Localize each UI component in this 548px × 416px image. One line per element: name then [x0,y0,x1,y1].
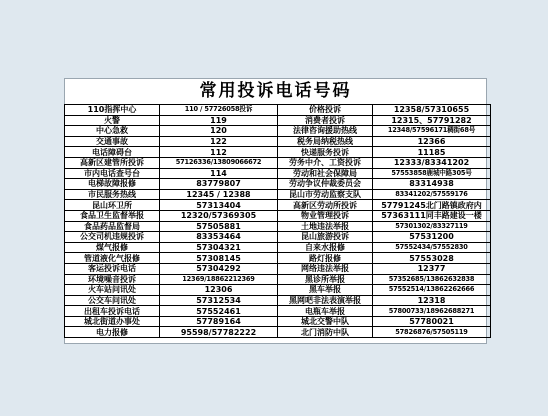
left-phone-cell: 57505881 [160,221,278,232]
table-row [65,179,491,190]
left-name-cell: 昆山环卫所 [65,200,160,211]
table-row [65,147,491,158]
left-name-cell: 食品药品监督局 [65,221,160,232]
left-phone-cell: 12320/57369305 [160,210,278,221]
table-row [65,232,491,243]
right-phone-cell: 12318 [373,295,491,306]
right-name-cell: 劳务中介、工资投诉 [278,157,373,168]
table-row [65,136,491,147]
right-name-cell: 税务局纳税热线 [278,136,373,147]
left-phone-cell: 112 [160,147,278,158]
left-phone-cell: 95598/57782222 [160,327,278,338]
left-name-cell: 电话障碍台 [65,147,160,158]
table-row [65,126,491,137]
right-phone-cell: 83341202/57559176 [373,189,491,200]
table-row [65,295,491,306]
table-row [65,327,491,338]
right-phone-cell: 11185 [373,147,491,158]
right-name-cell: 高新区劳动所投诉 [278,200,373,211]
right-phone-cell: 57531200 [373,232,491,243]
left-phone-cell: 57789164 [160,316,278,327]
table-row [65,189,491,200]
left-name-cell: 食品卫生监督举报 [65,210,160,221]
left-name-cell: 出租车投诉电话 [65,306,160,317]
left-phone-cell: 12369/18862212369 [160,274,278,285]
left-name-cell: 公交车问讯处 [65,295,160,306]
right-name-cell: 北门消防中队 [278,327,373,338]
table-row [65,242,491,253]
right-name-cell: 昆山旅游投诉 [278,232,373,243]
table-row [65,168,491,179]
left-phone-cell: 57304292 [160,263,278,274]
right-name-cell: 路灯报修 [278,253,373,264]
right-phone-cell: 12358/57310655 [373,105,491,116]
table-row [65,253,491,264]
left-phone-cell: 12345 / 12388 [160,189,278,200]
left-name-cell: 煤气报修 [65,242,160,253]
left-phone-cell: 57304321 [160,242,278,253]
left-phone-cell: 57308145 [160,253,278,264]
right-name-cell: 消费者投诉 [278,115,373,126]
left-phone-cell: 110 / 57726058投诉 [160,105,278,116]
left-name-cell: 公交司机违规投诉 [65,232,160,243]
left-phone-cell: 83779807 [160,179,278,190]
table-row [65,285,491,296]
right-name-cell: 价格投诉 [278,105,373,116]
right-name-cell: 劳动和社会保障局 [278,168,373,179]
table-row [65,210,491,221]
right-phone-cell: 57800733/18962688271 [373,306,491,317]
right-phone-cell: 57352685/13862632838 [373,274,491,285]
left-name-cell: 火警 [65,115,160,126]
left-phone-cell: 12306 [160,285,278,296]
document-sheet [64,78,487,344]
left-name-cell: 环境噪音投诉 [65,274,160,285]
left-phone-cell: 57126336/13809066672 [160,157,278,168]
right-phone-cell: 12348/57596171稠街68号 [373,126,491,137]
left-name-cell: 高新区建管所投诉 [65,157,160,168]
right-name-cell: 昆山市劳动监察支队 [278,189,373,200]
left-phone-cell: 57313404 [160,200,278,211]
left-phone-cell: 83353464 [160,232,278,243]
right-name-cell: 法律咨询援助热线 [278,126,373,137]
table-row [65,105,491,116]
left-phone-cell: 114 [160,168,278,179]
right-phone-cell: 57826876/57505119 [373,327,491,338]
left-name-cell: 客运投诉电话 [65,263,160,274]
page-title: 常用投诉电话号码 [199,81,352,101]
right-name-cell: 黑车举报 [278,285,373,296]
right-name-cell: 黑诊所举报 [278,274,373,285]
right-phone-cell: 57552434/57552830 [373,242,491,253]
left-name-cell: 市内电话查号台 [65,168,160,179]
right-name-cell: 土地违法举报 [278,221,373,232]
right-name-cell: 电瓶车举报 [278,306,373,317]
left-name-cell: 交通事故 [65,136,160,147]
table-row [65,306,491,317]
right-name-cell: 快递服务投诉 [278,147,373,158]
left-name-cell: 管道液化气报修 [65,253,160,264]
right-phone-cell: 57363111同丰路建设一楼 [373,210,491,221]
table-row [65,200,491,211]
right-name-cell: 劳动争议仲裁委员会 [278,179,373,190]
right-phone-cell: 57301302/83327119 [373,221,491,232]
left-name-cell: 城北街道办事处 [65,316,160,327]
right-phone-cell: 57553858鹿城中路305号 [373,168,491,179]
phone-table [64,104,491,338]
right-name-cell: 城北交警中队 [278,316,373,327]
left-name-cell: 电梯故障报修 [65,179,160,190]
left-phone-cell: 57552461 [160,306,278,317]
left-name-cell: 市民服务热线 [65,189,160,200]
table-row [65,316,491,327]
table-row [65,221,491,232]
right-phone-cell: 57791245北门路镇政府内 [373,200,491,211]
left-name-cell: 中心急救 [65,126,160,137]
right-phone-cell: 12333/83341202 [373,157,491,168]
right-phone-cell: 12315、57791282 [373,115,491,126]
left-name-cell: 电力报修 [65,327,160,338]
left-phone-cell: 119 [160,115,278,126]
right-phone-cell: 12377 [373,263,491,274]
right-name-cell: 网络违法举报 [278,263,373,274]
left-phone-cell: 122 [160,136,278,147]
table-row [65,115,491,126]
right-phone-cell: 57553028 [373,253,491,264]
left-phone-cell: 57312534 [160,295,278,306]
right-phone-cell: 57552514/13862262666 [373,285,491,296]
table-row [65,263,491,274]
left-name-cell: 110指挥中心 [65,105,160,116]
table-row [65,274,491,285]
right-name-cell: 自来水报修 [278,242,373,253]
left-phone-cell: 120 [160,126,278,137]
right-phone-cell: 83314938 [373,179,491,190]
right-phone-cell: 12366 [373,136,491,147]
right-name-cell: 黑网吧非法表演举报 [278,295,373,306]
right-name-cell: 物业管理投诉 [278,210,373,221]
table-row [65,157,491,168]
left-name-cell: 火车站问讯处 [65,285,160,296]
right-phone-cell: 57780021 [373,316,491,327]
